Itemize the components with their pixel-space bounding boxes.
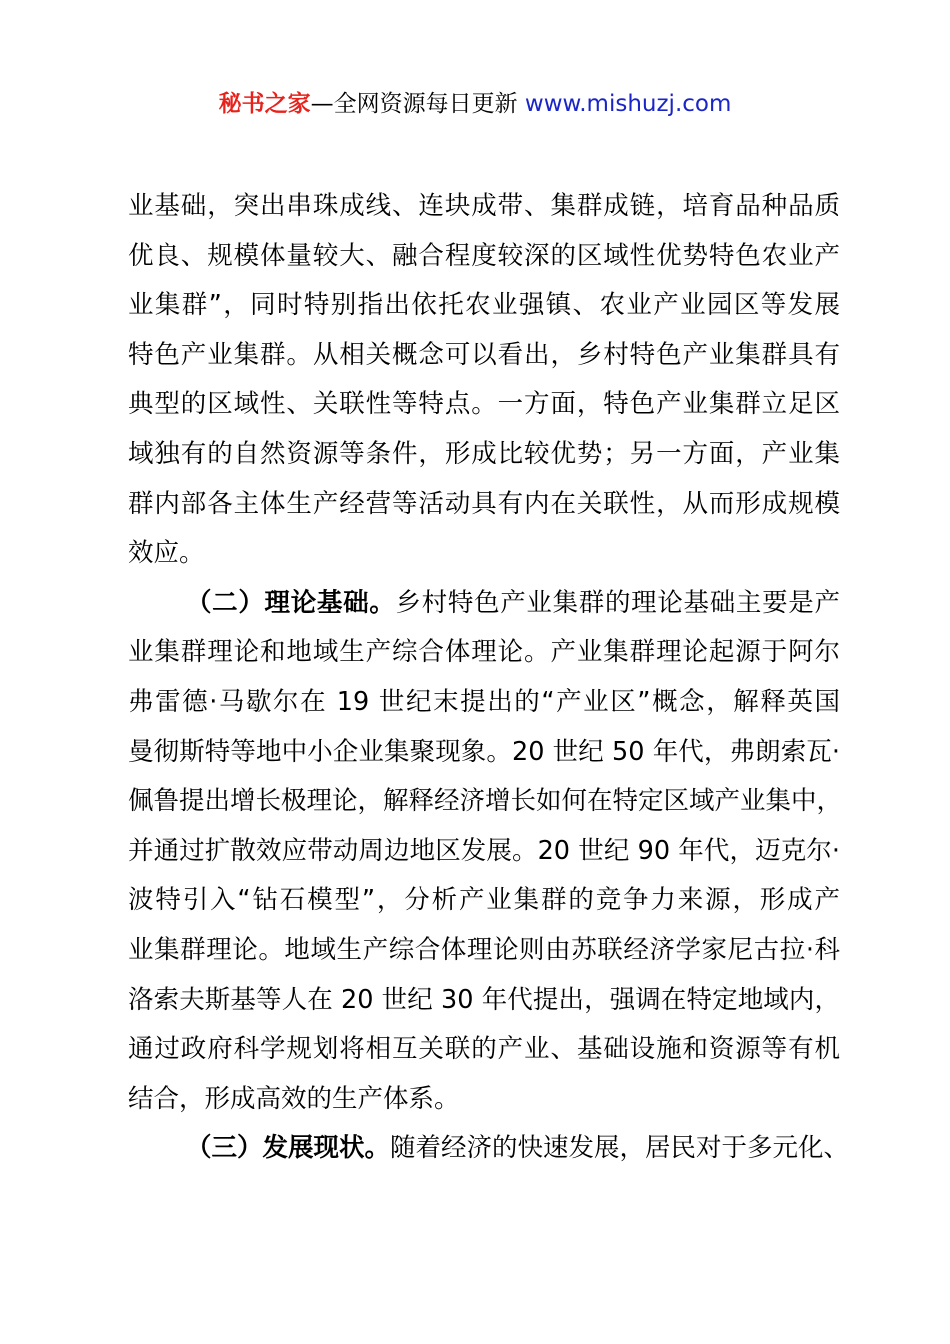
paragraph-1-line-5: 典型的区域性、关联性等特点。一方面，特色产业集群立足区 (128, 389, 840, 420)
section-heading-status: （三）发展现状。 (186, 1133, 391, 1164)
paragraph-2-first-line-text: 乡村特色产业集群的理论基础主要是产 (395, 587, 840, 618)
paragraph-2-line-4: 曼彻斯特等地中小企业集聚现象。20 世纪 50 年代，弗朗索瓦· (128, 736, 840, 767)
paragraph-2-line-2: 业集群理论和地域生产综合体理论。产业集群理论起源于阿尔 (128, 637, 840, 668)
paragraph-1-line-1: 业基础，突出串珠成线、连块成带、集群成链，培育品种品质 (128, 191, 840, 221)
paragraph-2-line-9: 洛索夫斯基等人在 20 世纪 30 年代提出，强调在特定地域内， (128, 984, 840, 1015)
section-heading-theory: （二）理论基础。 (186, 587, 396, 618)
paragraph-1-line-2: 优良、规模体量较大、融合程度较深的区域性优势特色农业产 (128, 240, 840, 271)
paragraph-1-line-6: 域独有的自然资源等条件，形成比较优势；另一方面，产业集 (128, 438, 840, 469)
paragraph-1-line-4: 特色产业集群。从相关概念可以看出，乡村特色产业集群具有 (128, 339, 840, 370)
paragraph-2-line-3: 弗雷德·马歇尔在 19 世纪末提出的“产业区”概念，解释英国 (128, 686, 840, 717)
paragraph-1-line-7: 群内部各主体生产经营等活动具有内在关联性，从而形成规模 (128, 488, 840, 519)
header-brand: 秘书之家 (218, 91, 311, 117)
paragraph-2-line-7: 波特引入“钻石模型”，分析产业集群的竞争力来源，形成产 (128, 885, 840, 916)
paragraph-2-first-line (128, 579, 840, 629)
paragraph-2-line-11: 结合，形成高效的生产体系。 (128, 1083, 460, 1114)
paragraph-2-line-5: 佩鲁提出增长极理论，解释经济增长如何在特定区域产业集中， (128, 786, 843, 817)
paragraph-3-first-line-text: 随着经济的快速发展，居民对于多元化、 (390, 1133, 850, 1164)
paragraph-1-line-8: 效应。 (128, 538, 205, 569)
header-slogan: —全网资源每日更新 (310, 91, 525, 117)
header-url[interactable]: www.mishuzj.com (524, 91, 732, 117)
paragraph-1-line-3: 业集群”，同时特别指出依托农业强镇、农业产业园区等发展 (128, 290, 840, 321)
paragraph-2-line-6: 并通过扩散效应带动周边地区发展。20 世纪 90 年代，迈克尔· (128, 835, 840, 866)
document-body (128, 182, 850, 1174)
paragraph-2-line-8: 业集群理论。地域生产综合体理论则由苏联经济学家尼古拉·科 (128, 934, 840, 965)
paragraph-2-line-10: 通过政府科学规划将相互关联的产业、基础设施和资源等有机 (128, 1034, 840, 1065)
page-header (0, 86, 950, 122)
paragraph-3-first-line (128, 1124, 850, 1174)
